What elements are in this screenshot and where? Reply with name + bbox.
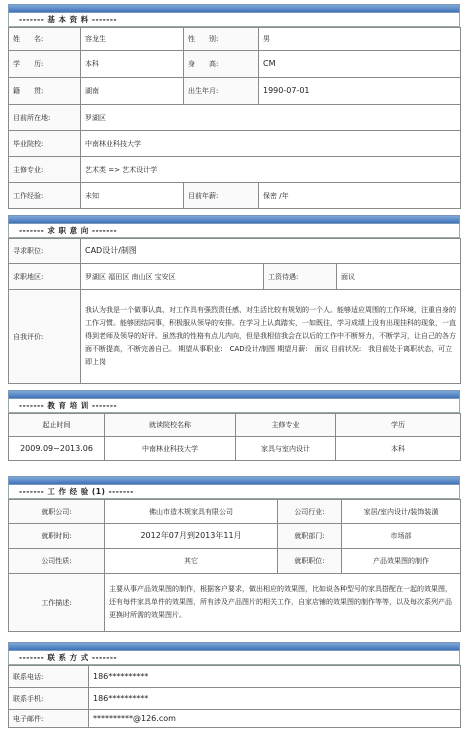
- mobile-label: 联系手机:: [9, 688, 89, 710]
- contact-table: [8, 665, 461, 728]
- industry-value: 家居/室内设计/装饰装潢: [342, 500, 461, 524]
- section-band: [8, 390, 460, 399]
- company-label: 就职公司:: [9, 500, 105, 524]
- section-band: [8, 642, 460, 651]
- edu-header-time: 起止时间: [9, 414, 105, 437]
- work-table: [8, 499, 461, 632]
- edu-header-major: 主修专业: [236, 414, 336, 437]
- resume: [8, 4, 460, 728]
- edu-header-school: 就读院校名称: [105, 414, 236, 437]
- self-evaluation: 我认为我是一个做事认真、对工作具有强烈责任感、对生活比较有规划的一个人。能够适应周围的工作环境，注重自身的工作习惯。能够团结同事，积极服从领导的安排。在学习上认真踏实，一如既往，学习成绩上没有出现挂科的现象，一直得到老师及领导的好评。虽然我的性格有点儿内向，但是我相信我会在以后的工作中不断努力，不断学习，让自己的各方面不断提高，不断完善自己。 期望从事职业: CAD设计/制图 期望月薪: 面议 目前状况: 我目前处于离职状态，可立即上岗: [81, 290, 461, 384]
- desc-label: 工作描述:: [9, 574, 105, 632]
- phone-label: 联系电话:: [9, 666, 89, 688]
- eval-label: 自我评价:: [9, 290, 81, 384]
- origin-value: 湖南: [81, 78, 184, 105]
- email-label: 电子邮件:: [9, 710, 89, 728]
- section-title-intent: ------- 求 职 意 向 -------: [8, 224, 460, 238]
- edu-label: 学 历:: [9, 51, 81, 78]
- school-value: 中南林业科技大学: [81, 131, 461, 157]
- section-title-work: ------- 工 作 经 验 (1) -------: [8, 485, 460, 499]
- education-table: [8, 413, 461, 461]
- edu-value: 本科: [81, 51, 184, 78]
- email-value: **********@126.com: [89, 710, 461, 728]
- section-title-contact: ------- 联 系 方 式 -------: [8, 651, 460, 665]
- time-label: 就职时间:: [9, 524, 105, 549]
- area-value: 罗湖区 福田区 南山区 宝安区: [81, 264, 264, 290]
- birth-value: 1990-07-01: [259, 78, 461, 105]
- name-label: 姓 名:: [9, 28, 81, 51]
- position-value: CAD设计/制图: [81, 239, 461, 264]
- origin-label: 籍 贯:: [9, 78, 81, 105]
- pay-value: 面议: [337, 264, 461, 290]
- birth-label: 出生年月:: [184, 78, 259, 105]
- area-label: 求职地区:: [9, 264, 81, 290]
- time-value: 2012年07月到2013年11月: [105, 524, 278, 549]
- gender-label: 性 别:: [184, 28, 259, 51]
- salary-label: 目前年薪:: [184, 183, 259, 209]
- location-value: 罗湖区: [81, 105, 461, 131]
- job-value: 产品效果图的制作: [342, 549, 461, 574]
- dept-value: 市场部: [342, 524, 461, 549]
- industry-label: 公司行业:: [278, 500, 342, 524]
- section-band: [8, 4, 460, 13]
- table-row: [9, 437, 461, 461]
- height-value: CM: [259, 51, 461, 78]
- name-value: 容龙生: [81, 28, 184, 51]
- exp-value: 未知: [81, 183, 184, 209]
- gender-value: 男: [259, 28, 461, 51]
- pay-label: 工资待遇:: [264, 264, 337, 290]
- edu-header-degree: 学历: [336, 414, 461, 437]
- position-label: 寻求职位:: [9, 239, 81, 264]
- basic-info-table: [8, 27, 461, 209]
- major-label: 主修专业:: [9, 157, 81, 183]
- height-label: 身 高:: [184, 51, 259, 78]
- nature-value: 其它: [105, 549, 278, 574]
- exp-label: 工作经验:: [9, 183, 81, 209]
- section-title-education: ------- 教 育 培 训 -------: [8, 399, 460, 413]
- mobile-value: 186**********: [89, 688, 461, 710]
- company-value: 佛山市造木规家具有限公司: [105, 500, 278, 524]
- major-value: 艺术类 => 艺术设计学: [81, 157, 461, 183]
- salary-value: 保密 /年: [259, 183, 461, 209]
- work-description: 主要从事产品效果图的制作，根据客户要求，做出相应的效果图，比如说各种型号的家具搭配在一起的效果图，还有每件家具单件的效果图，所有涉及产品图片的相关工作，自家店铺的效果图的制作等等，以及每次系列产品更换时所需的效果图片。: [105, 574, 461, 632]
- section-title-basic: ------- 基 本 资 料 -------: [8, 13, 460, 27]
- section-band: [8, 215, 460, 224]
- edu-degree: 本科: [336, 437, 461, 461]
- job-label: 就职职位:: [278, 549, 342, 574]
- nature-label: 公司性质:: [9, 549, 105, 574]
- school-label: 毕业院校:: [9, 131, 81, 157]
- edu-time: 2009.09~2013.06: [9, 437, 105, 461]
- phone-value: 186**********: [89, 666, 461, 688]
- location-label: 目前所在地:: [9, 105, 81, 131]
- edu-major: 家具与室内设计: [236, 437, 336, 461]
- section-band: [8, 476, 460, 485]
- dept-label: 就职部门:: [278, 524, 342, 549]
- intent-table: [8, 238, 461, 384]
- edu-school: 中南林业科技大学: [105, 437, 236, 461]
